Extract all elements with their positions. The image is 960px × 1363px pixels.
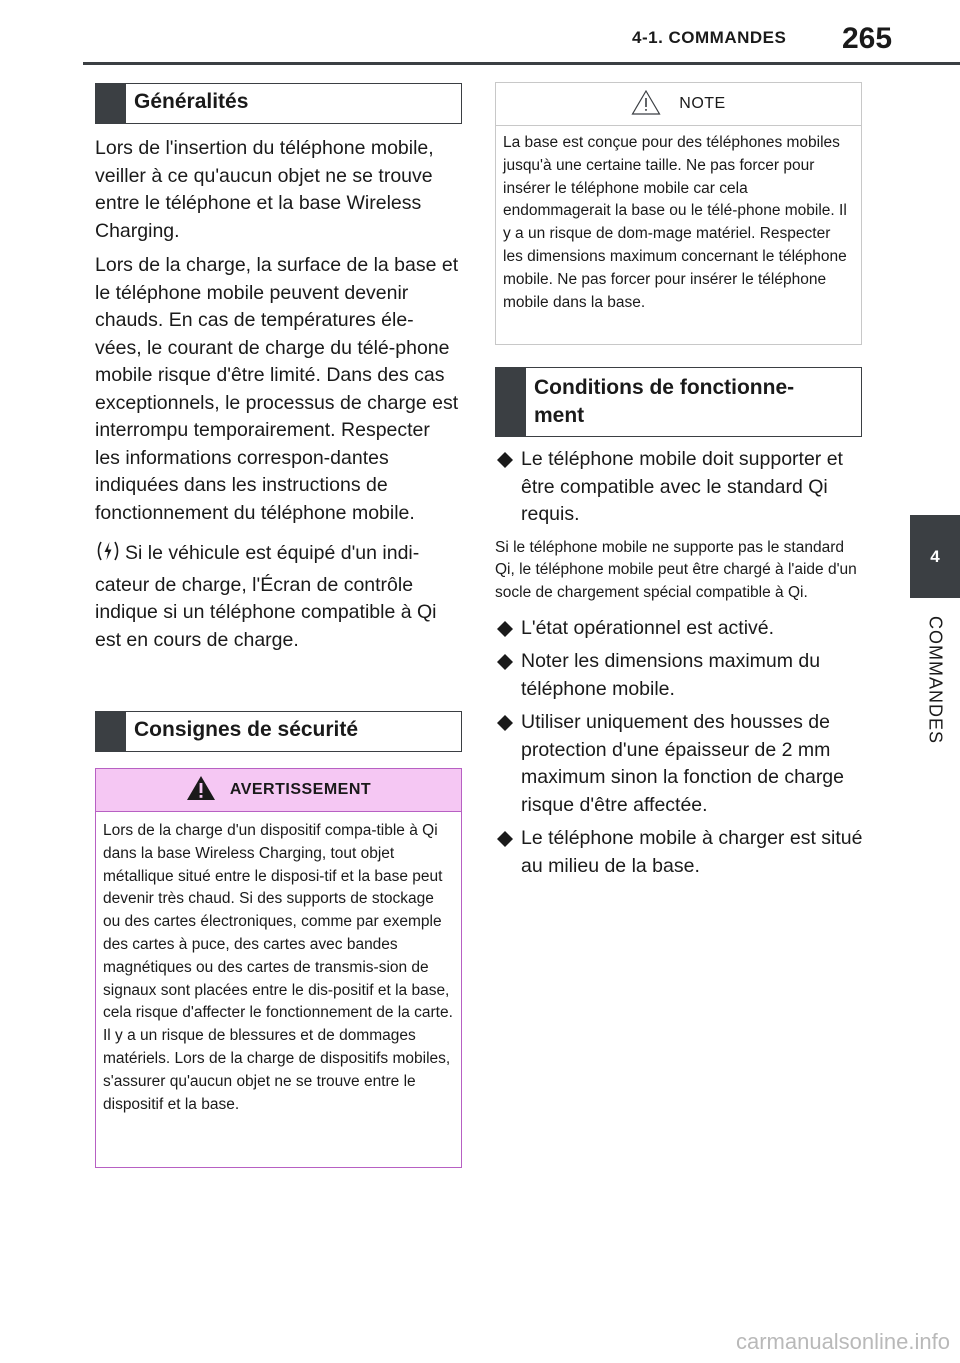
heading-title	[534, 374, 794, 430]
diamond-bullet-icon	[497, 452, 513, 468]
page-number: 265	[842, 22, 893, 55]
list-item	[495, 825, 865, 880]
section-heading-securite	[95, 711, 462, 752]
diamond-bullet-icon	[497, 654, 513, 670]
section-heading-conditions	[495, 367, 862, 437]
list-item-text: L'état opérationnel est activé.	[521, 616, 775, 639]
warning-triangle-icon	[186, 775, 216, 806]
warning-label: AVERTISSEMENT	[229, 781, 372, 798]
wireless-charging-icon	[95, 539, 121, 572]
list-item-text: Noter les dimensions maximum du téléphone mobile.	[521, 650, 821, 700]
heading-title-line: ment	[534, 404, 585, 427]
section-title: 4-1. COMMANDES	[632, 28, 787, 47]
list-item-text: Le téléphone mobile à charger est situé au milieu de la base.	[521, 827, 863, 877]
diamond-bullet-icon	[497, 715, 513, 731]
note-text: La base est conçue pour des téléphones mobiles jusqu'à une certaine taille. Ne pas forcer pour insérer le téléphone mobile car cela endommagerait la base ou le télé-phone mobile. Il y a un risque de dom-mage matériel. Respecter les dimensions maximum concernant le téléphone mobile. Ne pas forcer pour insérer le téléphone mobile dans la base.	[503, 134, 847, 311]
heading-bar	[96, 712, 126, 751]
list-item	[495, 446, 865, 529]
paragraph: Lors de l'insertion du téléphone mobile, veiller à ce qu'aucun objet ne se trouve entre le téléphone et la base Wireless Charging.	[95, 137, 434, 242]
list-item	[495, 615, 865, 643]
section-heading-generalites	[95, 83, 462, 124]
note-header	[496, 83, 861, 126]
diamond-bullet-icon	[497, 621, 513, 637]
conditions-list	[495, 446, 865, 886]
list-item	[495, 709, 865, 819]
chapter-label: COMMANDES	[925, 615, 946, 745]
heading-title: Consignes de sécurité	[134, 718, 359, 741]
list-item-text: Utiliser uniquement des housses de protection d'une épaisseur de 2 mm maximum sinon la fonction de charge risque d'être affectée.	[521, 711, 844, 816]
paragraph: Lors de la charge, la surface de la base et le téléphone mobile peuvent devenir chauds. En cas de températures éle-vées, le courant de charge du télé-phone mobile risque d'être limité. Dans des cas exceptionnels, le processus de charge est interrompu temporairement. Respecter les informations correspon-dantes indiquées dans les instructions de fonctionnement du téléphone mobile.	[95, 254, 459, 524]
heading-title-line: Conditions de fonctionne-	[534, 376, 795, 399]
heading-bar	[496, 368, 526, 436]
warning-text: Lors de la charge d'un dispositif compa-tible à Qi dans la base Wireless Charging, tout objet métallique situé entre le disposi-tif et la base peut devenir très chaud. Si des supports de stockage ou des cartes électroniques, comme par exemple des cartes à puce, des cartes avec bandes magnétiques ou des cartes de transmis-sion de signaux sont placées entre le dis-positif et la base, cela risque d'affecter le fonctionnement de la carte. Il y a un risque de blessures et de dommages matériels. Lors de la charge de dispositifs mobiles, s'assurer qu'aucun objet ne se trouve entre le dispositif et la base.	[103, 822, 453, 1113]
paragraph-text: Si le véhicule est équipé d'un indi-cateur de charge, l'Écran de contrôle indique si un téléphone compatible à Qi est en cours de charge.	[95, 542, 437, 651]
note-label: NOTE	[679, 95, 726, 112]
note-triangle-icon	[631, 89, 661, 120]
list-item-note: Si le téléphone mobile ne supporte pas le standard Qi, le téléphone mobile peut être chargé à l'aide d'un socle de chargement spécial compatible à Qi.	[495, 538, 857, 602]
list-item	[495, 648, 865, 703]
header-rule	[83, 62, 960, 65]
generalites-body	[95, 135, 460, 661]
list-item-text: Le téléphone mobile doit supporter et être compatible avec le standard Qi requis.	[521, 448, 843, 525]
warning-box	[95, 768, 462, 1168]
chapter-number: 4	[930, 546, 940, 566]
diamond-bullet-icon	[497, 831, 513, 847]
paragraph	[95, 539, 460, 654]
chapter-tab	[910, 515, 960, 598]
warning-header	[96, 769, 461, 812]
footer-watermark: carmanualsonline.info	[735, 1329, 950, 1354]
heading-title: Généralités	[134, 90, 249, 113]
note-box	[495, 82, 862, 345]
heading-bar	[96, 84, 126, 123]
